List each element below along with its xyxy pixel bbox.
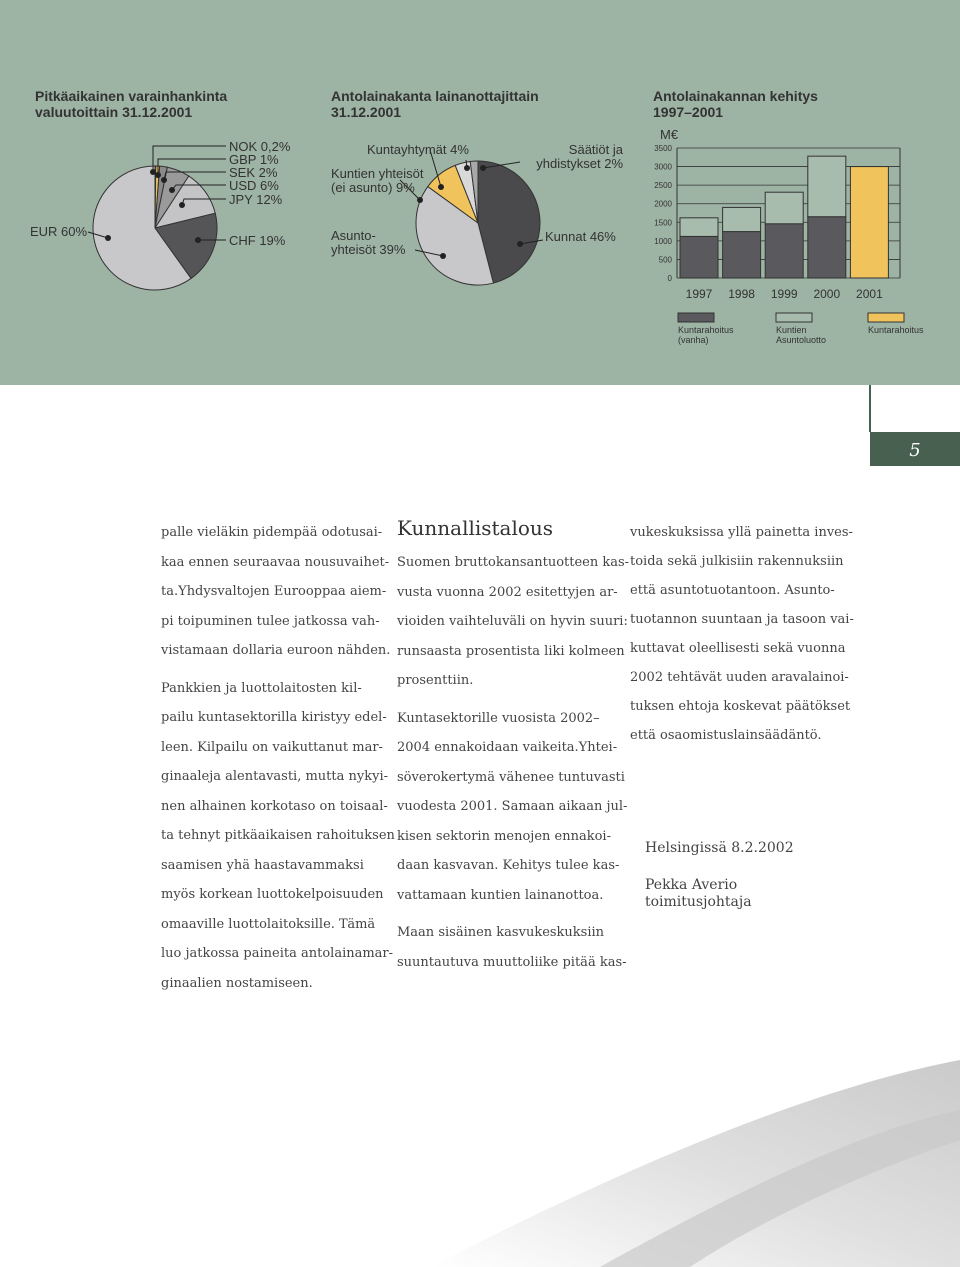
bar-1998-series-1 — [723, 207, 761, 231]
label-nok: NOK 0,2% — [229, 139, 291, 154]
bar-title: Antolainakannan kehitys 1997–2001 — [653, 88, 818, 120]
text-line: vioiden vaihteluväli on hyvin suuri: — [397, 614, 628, 629]
bar-chart-loans — [654, 144, 904, 322]
y-tick-label: 2000 — [654, 199, 672, 209]
text-line: myös korkean luottokelpoisuuden — [161, 887, 384, 902]
text-line: kaa ennen seuraavaa nousuvaihet- — [161, 554, 390, 570]
text-line: Maan sisäinen kasvukeskuksiin — [397, 925, 605, 940]
text-column-3 — [630, 518, 852, 750]
x-tick-label: 1997 — [685, 287, 713, 301]
leader-dot — [150, 169, 156, 175]
text-line: kuttavat oleellisesti sekä vuonna — [630, 641, 846, 656]
text-line: ginaalien nostamiseen. — [161, 975, 313, 991]
text-line: runsaasta prosentista liki kolmeen — [397, 643, 625, 659]
signature-name: Pekka Averio — [645, 877, 738, 893]
legend-swatch-0 — [678, 313, 714, 322]
text-line: luo jatkossa paineita antolainamar- — [161, 946, 394, 961]
text-line: vuodesta 2001. Samaan aikaan jul- — [397, 799, 628, 814]
leader-dot — [417, 197, 423, 203]
label-gbp: GBP 1% — [229, 152, 279, 167]
legend-vanha-text: Kuntarahoitus (vanha) — [678, 325, 734, 345]
section-heading: Kunnallistalous — [397, 516, 554, 540]
legend-swatch-2 — [868, 313, 904, 322]
text-column-1 — [161, 518, 395, 998]
y-tick-label: 0 — [667, 274, 672, 283]
text-line: 2004 ennakoidaan vaikeita.Yhtei- — [397, 740, 618, 755]
signature-role: toimitusjohtaja — [645, 894, 752, 910]
text-line: leen. Kilpailu on vaikuttanut mar- — [161, 739, 383, 755]
label-kunnat: Kunnat 46% — [545, 229, 616, 244]
leader-dot — [155, 172, 161, 178]
text-line: ta.Yhdysvaltojen Eurooppaa aiem- — [161, 584, 387, 599]
x-tick-label: 2000 — [813, 287, 841, 301]
text-line: tuotannon suuntaan ja tasoon vai- — [630, 612, 854, 627]
bar-1998-series-0 — [723, 232, 761, 278]
label-kuntayhtymat: Kuntayhtymät 4% — [367, 142, 469, 157]
legend-asunto-text: Kuntien Asuntoluotto — [776, 325, 827, 345]
text-line: toida sekä julkisiin rakennuksiin — [630, 554, 844, 569]
y-tick-label: 3500 — [654, 144, 672, 153]
leader-dot — [195, 237, 201, 243]
bar-2000-series-1 — [808, 156, 846, 217]
pie1-title: Pitkäaikainen varainhankinta valuutoittain 31.12.2001 — [35, 88, 228, 120]
y-tick-label: 3000 — [654, 162, 672, 172]
text-line: 2002 tehtävät uuden aravalainoi- — [630, 670, 849, 685]
text-line: pailu kuntasektorilla kiristyy edel- — [161, 710, 387, 725]
text-line: nen alhainen korkotaso on toisaal- — [161, 798, 388, 814]
x-tick-label: 2001 — [856, 287, 883, 301]
signature-place-date: Helsingissä 8.2.2002 — [645, 840, 794, 856]
text-line: pi toipuminen tulee jatkossa vah- — [161, 613, 380, 629]
label-asuntoyhteisot: Asunto- yhteisöt 39% — [331, 228, 406, 257]
text-line: Kuntasektorille vuosista 2002– — [397, 710, 600, 726]
text-line: että asuntotuotantoon. Asunto- — [630, 583, 835, 598]
pie2-title: Antolainakanta lainanottajittain 31.12.2001 — [331, 88, 539, 120]
page-marker-line — [869, 385, 871, 432]
label-saatiot: Säätiöt ja yhdistykset 2% — [536, 142, 623, 171]
y-tick-label: 2500 — [654, 181, 672, 191]
bar-2000-series-0 — [808, 217, 846, 278]
signature-block — [645, 840, 794, 911]
bar-2001-series-2 — [850, 167, 888, 278]
leader-dot — [440, 253, 446, 259]
leader-dot — [105, 235, 111, 241]
label-sek: SEK 2% — [229, 165, 278, 180]
text-line: tuksen ehtoja koskevat päätökset — [630, 699, 851, 714]
leader-dot — [161, 177, 167, 183]
text-line: ginaaleja alentavasti, mutta nykyi- — [161, 769, 388, 784]
text-line: palle vieläkin pidempää odotusai- — [161, 525, 383, 540]
label-chf: CHF 19% — [229, 233, 286, 248]
y-tick-label: 1000 — [654, 236, 672, 246]
text-line: vistamaan dollaria euroon nähden. — [161, 643, 391, 658]
bar-1999-series-1 — [765, 192, 803, 224]
page-number: 5 — [909, 440, 921, 461]
text-line: saamisen yhä haastavammaksi — [161, 857, 364, 873]
leader-dot — [480, 165, 486, 171]
text-line: kisen sektorin menojen ennakoi- — [397, 828, 611, 844]
text-line: vattamaan kuntien lainanottoa. — [397, 887, 604, 903]
legend-swatch-1 — [776, 313, 812, 322]
label-jpy: JPY 12% — [229, 192, 283, 207]
text-column-2 — [397, 516, 630, 977]
label-eur: EUR 60% — [30, 224, 88, 239]
y-tick-label: 500 — [658, 255, 672, 265]
text-line: vukeskuksissa yllä painetta inves- — [630, 525, 853, 540]
label-usd: USD 6% — [229, 178, 279, 193]
x-tick-label: 1999 — [770, 287, 798, 301]
bar-unit-label: M€ — [660, 127, 679, 142]
bar-1999-series-0 — [765, 224, 803, 278]
text-line: suuntautuva muuttoliike pitää kas- — [397, 954, 627, 970]
text-line: söverokertymä vähenee tuntuvasti — [397, 769, 625, 785]
text-line: daan kasvavan. Kehitys tulee kas- — [397, 858, 620, 873]
bar-1997-series-1 — [680, 218, 718, 237]
leader-dot — [464, 165, 470, 171]
text-line: että osaomistuslainsäädäntö. — [630, 728, 822, 743]
leader-dot — [169, 187, 175, 193]
label-kuntien-yhteisot: Kuntien yhteisöt (ei asunto) 9% — [331, 166, 424, 195]
y-tick-label: 1500 — [654, 218, 672, 228]
bar-1997-series-0 — [680, 236, 718, 278]
x-tick-label: 1998 — [728, 287, 755, 301]
leader-dot — [179, 202, 185, 208]
text-line: omaaville luottolaitoksille. Tämä — [161, 916, 376, 932]
legend-uusi-text: Kuntarahoitus — [868, 325, 924, 335]
text-line: ta tehnyt pitkäaikaisen rahoituksen — [161, 828, 395, 843]
text-line: vusta vuonna 2002 esitettyjen ar- — [397, 584, 618, 600]
text-line: prosenttiin. — [397, 673, 474, 688]
text-line: Pankkien ja luottolaitosten kil- — [161, 680, 362, 696]
text-line: Suomen bruttokansantuotteen kas- — [397, 555, 630, 570]
pie-chart-borrowers — [416, 161, 540, 285]
leader-dot — [517, 241, 523, 247]
leader-dot — [438, 184, 444, 190]
